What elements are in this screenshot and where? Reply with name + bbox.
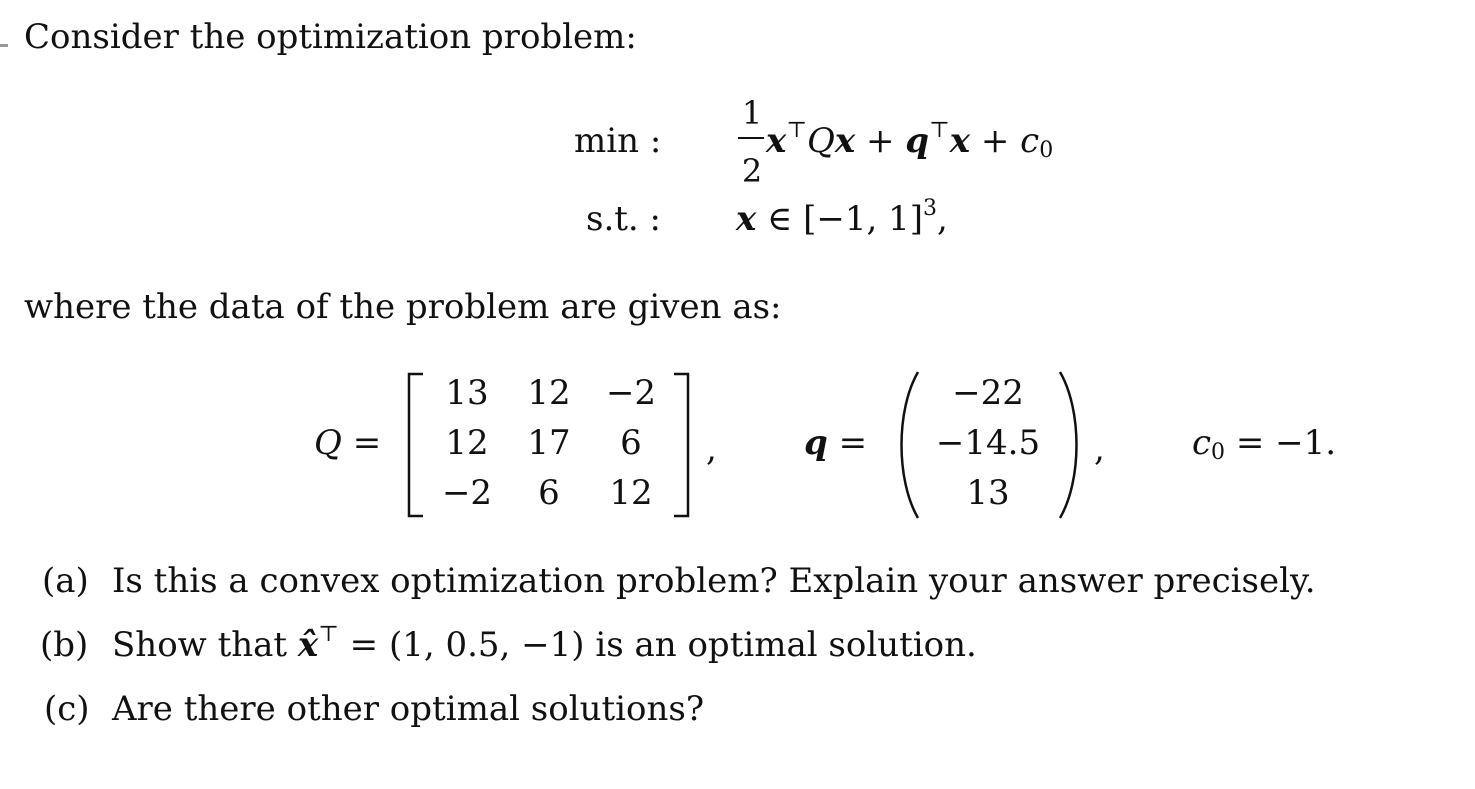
question-c-text: Are there other optimal solutions? xyxy=(112,689,705,729)
Q-cell: −2 xyxy=(441,473,493,513)
Q-comma: , xyxy=(706,429,717,469)
question-b-transpose: ⊤ xyxy=(318,622,339,647)
Q-cell: 6 xyxy=(620,423,642,463)
Q-cell: 17 xyxy=(527,423,571,463)
constraint-set: ∈ [−1, 1] xyxy=(767,199,923,239)
frac-denominator: 2 xyxy=(741,152,763,190)
objective-transpose-2: ⊤ xyxy=(929,118,950,143)
objective-x2: x xyxy=(834,121,856,161)
objective-q: q xyxy=(905,121,930,161)
Q-right-bracket xyxy=(672,372,692,518)
frac-bar xyxy=(738,137,764,139)
margin-mark xyxy=(0,44,8,47)
question-a-label: (a) xyxy=(42,561,89,601)
objective-Q: Q xyxy=(806,121,835,161)
Q-left-bracket xyxy=(405,372,425,518)
question-a-text: Is this a convex optimization problem? Explain your answer precisely. xyxy=(112,561,1316,601)
question-b-text xyxy=(112,622,977,665)
Q-cell: 12 xyxy=(527,373,571,413)
Q-cell: 6 xyxy=(538,473,560,513)
objective-c: c xyxy=(1020,121,1040,161)
objective-transpose: ⊤ xyxy=(786,118,807,143)
objective-x3: x xyxy=(949,121,971,161)
objective-c-sub: 0 xyxy=(1039,138,1054,163)
q-left-paren xyxy=(894,370,922,520)
frac-numerator: 1 xyxy=(741,94,763,132)
c0-value: = −1. xyxy=(1235,423,1337,463)
q-label-group xyxy=(804,423,868,463)
constraint-x: x xyxy=(736,199,757,239)
q-label: q xyxy=(804,423,828,463)
constraint-expression xyxy=(736,196,948,239)
min-label: min : xyxy=(574,121,662,161)
Q-cell: 13 xyxy=(445,373,489,413)
objective-plus-2: + xyxy=(980,121,1010,161)
q-cell: −22 xyxy=(952,373,1024,413)
intro-text: Consider the optimization problem: xyxy=(24,17,637,57)
question-b-post: = (1, 0.5, −1) is an optimal solution. xyxy=(338,625,977,665)
Q-cell: −2 xyxy=(605,373,657,413)
st-label: s.t. : xyxy=(586,199,661,239)
Q-label-group xyxy=(314,423,382,463)
objective-expression xyxy=(766,118,1054,163)
constraint-comma: , xyxy=(936,199,948,239)
question-b-xhat: x̂ xyxy=(297,625,319,665)
question-c-label: (c) xyxy=(44,689,90,729)
Q-cell: 12 xyxy=(609,473,653,513)
objective-x: x xyxy=(766,121,787,161)
Q-cell: 12 xyxy=(445,423,489,463)
c0-sub: 0 xyxy=(1211,440,1226,465)
c0-expression xyxy=(1192,423,1337,465)
q-cell: 13 xyxy=(966,473,1010,513)
question-b-label: (b) xyxy=(40,625,89,665)
where-text: where the data of the problem are given as: xyxy=(24,287,782,327)
q-comma: , xyxy=(1094,429,1105,469)
c0-label: c xyxy=(1192,423,1212,463)
q-equals: = xyxy=(838,423,868,463)
Q-label: Q xyxy=(314,423,342,463)
q-cell: −14.5 xyxy=(935,423,1041,463)
objective-plus-1: + xyxy=(865,121,895,161)
question-b-pre: Show that xyxy=(112,625,298,665)
Q-equals: = xyxy=(352,423,382,463)
constraint-exponent: 3 xyxy=(922,196,937,221)
q-right-paren xyxy=(1056,370,1084,520)
